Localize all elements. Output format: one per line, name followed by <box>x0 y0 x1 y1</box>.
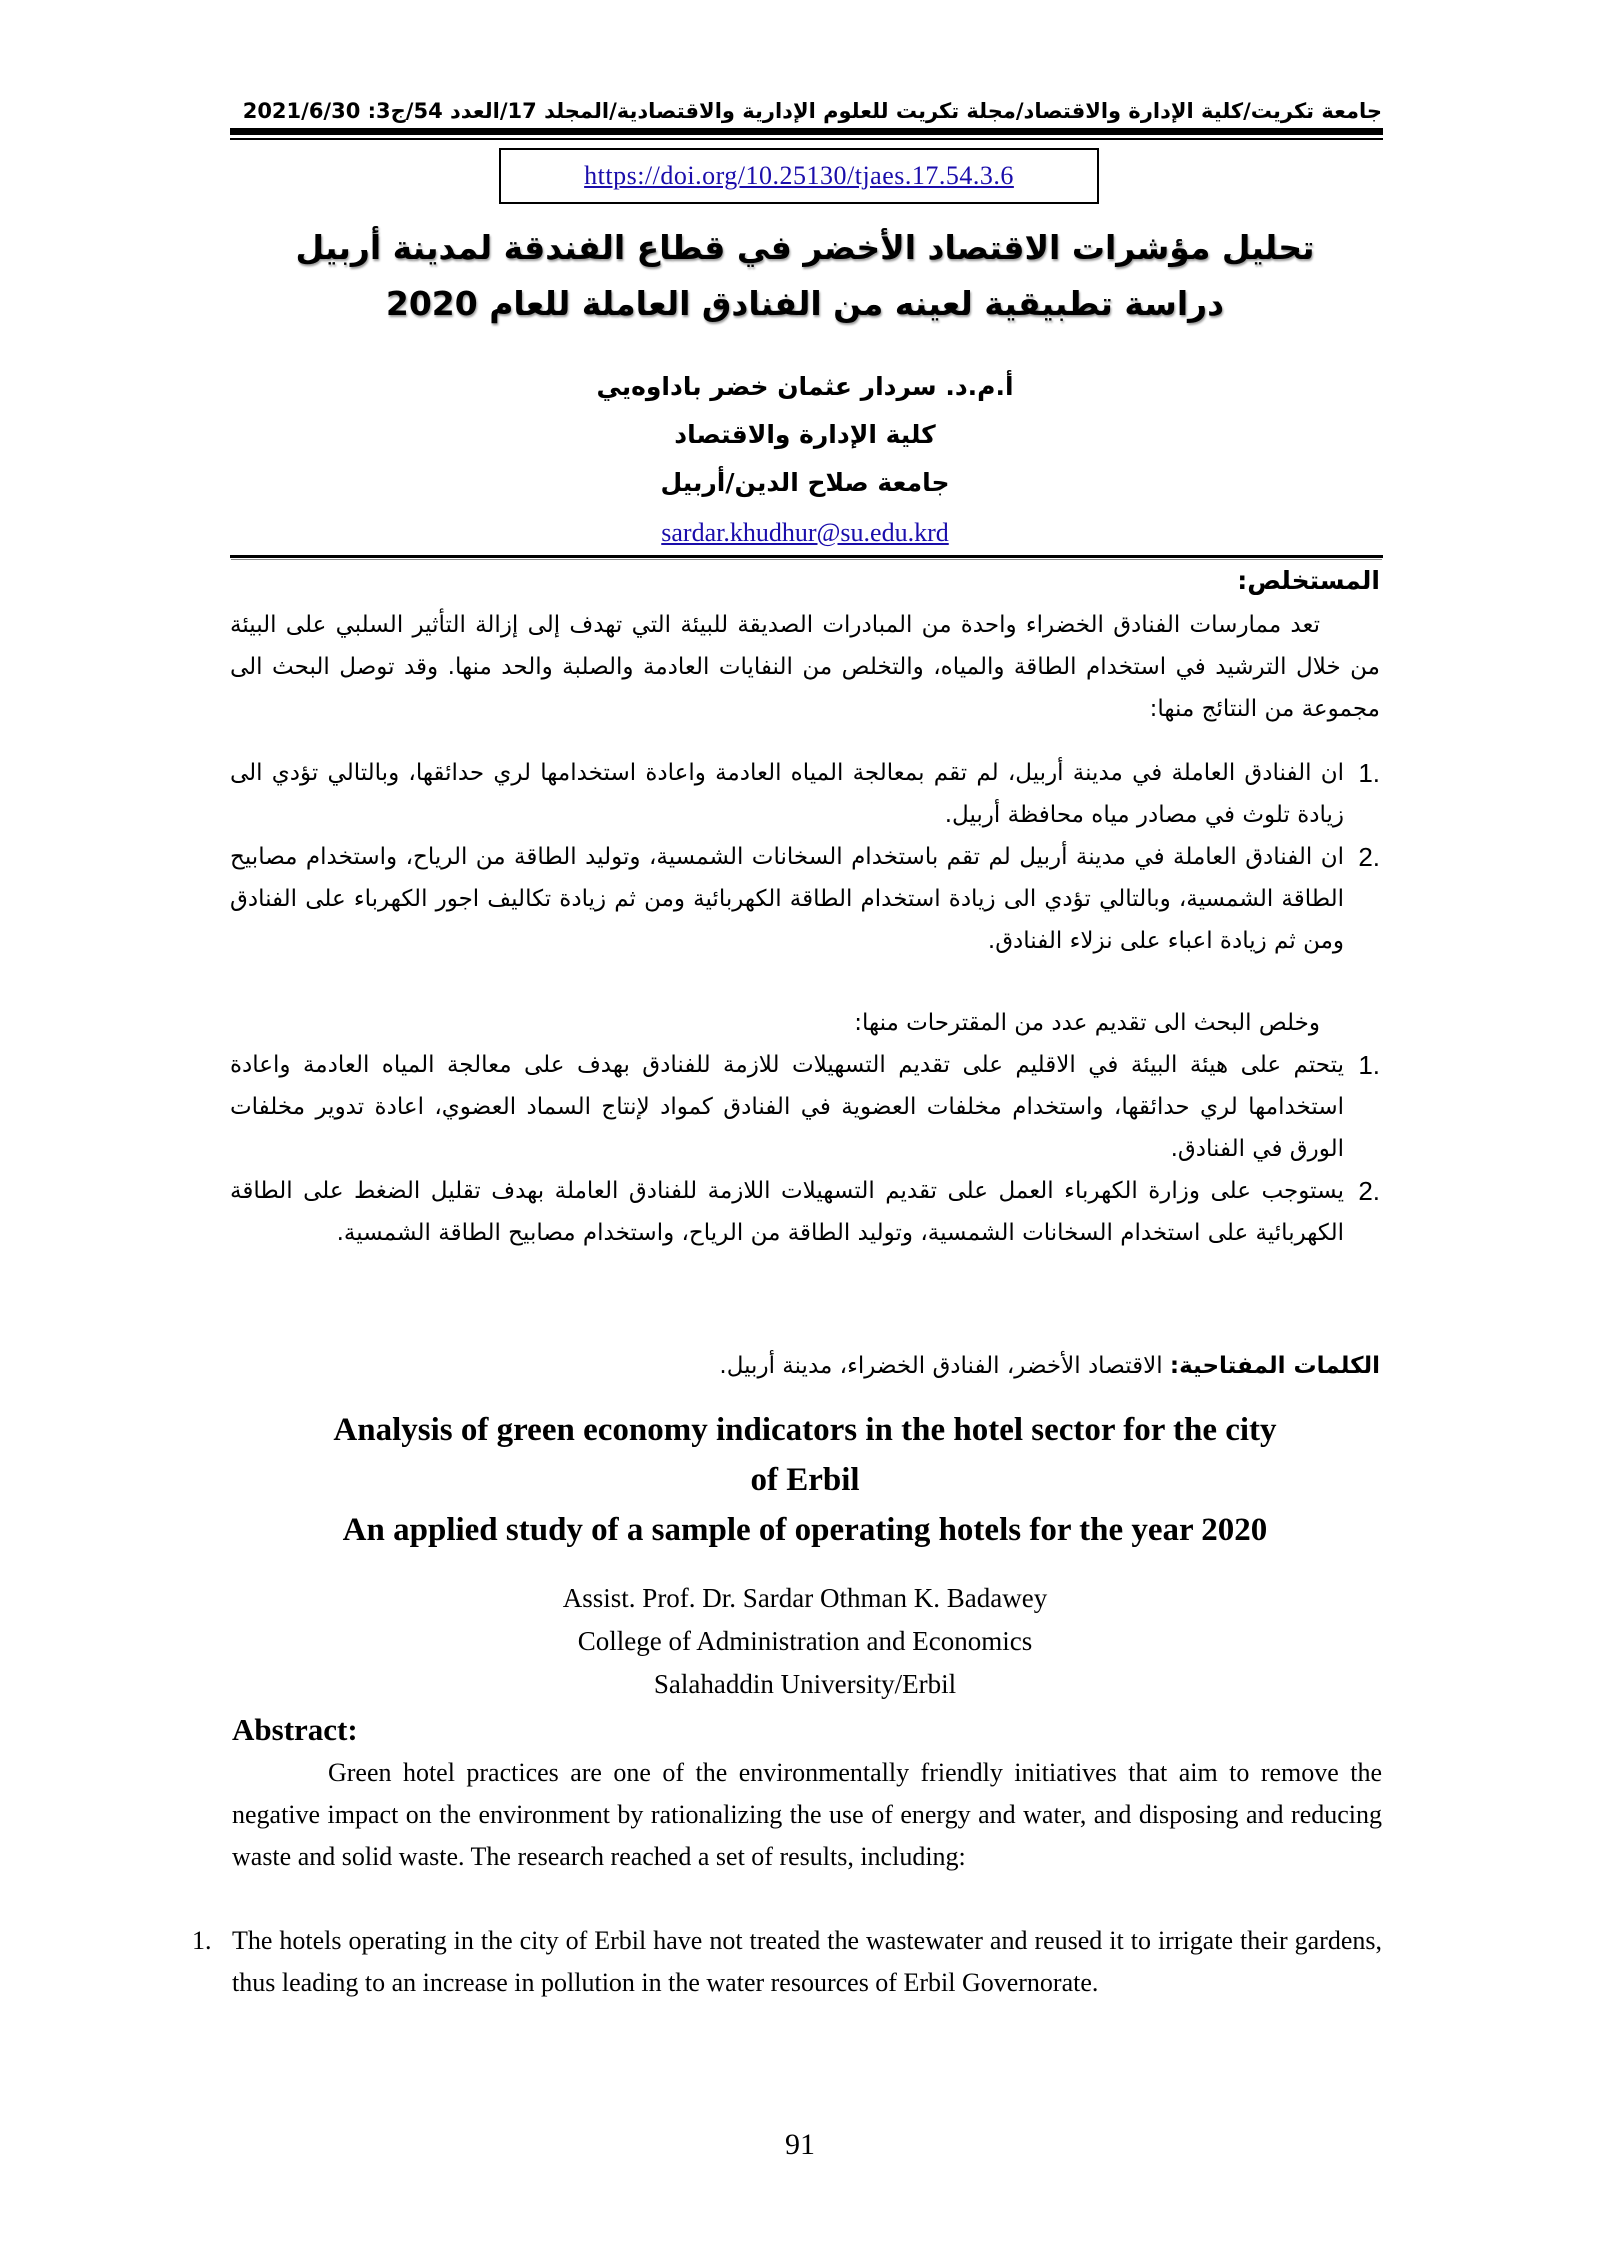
list-item-text: The hotels operating in the city of Erbil have not treated the wastewater and reused it to irrigate their gardens, thus leading to an increase in pollution in the water resources of Erbil Governorate. <box>232 1926 1382 1997</box>
arabic-abstract-intro: تعد ممارسات الفنادق الخضراء واحدة من المبادرات الصديقة للبيئة التي تهدف إلى إزالة التأثير السلبي على البيئة من خلال الترشيد في استخدام الطاقة والمياه، والتخلص من النفايات العادمة والصلبة والحد منها. وقد توصل البحث الى مجموعة من النتائج منها: <box>230 612 1380 722</box>
english-author: Assist. Prof. Dr. Sardar Othman K. Badawey <box>562 1583 1048 1613</box>
list-item-number: 1. <box>1358 758 1380 788</box>
arabic-abstract-heading: المستخلص: <box>1237 566 1380 595</box>
list-item-text: ان الفنادق العاملة في مدينة أربيل، لم تقم بمعالجة المياه العادمة واعادة استخدامها لري حدائقها، وبالتالي تؤدي الى زيادة تلوث في مصادر مياه محافظة أربيل. <box>230 760 1344 828</box>
header-rule-thick <box>230 128 1383 135</box>
english-title-line-1: Analysis of green economy indicators in the hotel sector for the city <box>333 1412 1277 1448</box>
english-title-line-2: of Erbil <box>750 1462 860 1498</box>
keywords-label: الكلمات المفتاحية: <box>1169 1353 1380 1379</box>
english-abstract-intro: Green hotel practices are one of the environmentally friendly initiatives that aim to remove the negative impact on the environment by rationalizing the use of energy and water, and disposing and reducing waste and solid waste. The research reached a set of results, including: <box>232 1758 1382 1871</box>
list-item-text: ان الفنادق العاملة في مدينة أربيل لم تقم باستخدام السخانات الشمسية، وتوليد الطاقة من الرياح، واستخدام مصابيح الطاقة الشمسية، وبالتالي تؤدي الى زيادة استخدام الطاقة الكهربائية ومن ثم زيادة تكاليف اجور الكهرباء على الفنادق ومن ثم زيادة اعباء على نزلاء الفنادق. <box>230 844 1344 954</box>
arabic-keywords <box>230 1345 1380 1387</box>
english-abstract-heading: Abstract: <box>232 1712 358 1747</box>
arabic-title-line-1: تحليل مؤشرات الاقتصاد الأخضر في قطاع الفندقة لمدينة أربيل <box>295 228 1315 267</box>
page-number: 91 <box>785 2128 815 2161</box>
list-item <box>230 1044 1380 1170</box>
running-header: جامعة تكريت/كلية الإدارة والاقتصاد/مجلة تكريت للعلوم الإدارية والاقتصادية/المجلد 17/العدد 54/ج3: 2021/6/30 <box>242 99 1382 123</box>
list-item-number: 1. <box>1358 1050 1380 1080</box>
section-divider <box>230 555 1383 558</box>
list-item <box>230 1170 1380 1254</box>
list-item-text: يستوجب على وزارة الكهرباء العمل على تقديم التسهيلات اللازمة للفنادق العاملة بهدف تقليل الضغط على الطاقة الكهربائية على استخدام السخانات الشمسية، وتوليد الطاقة من الرياح، واستخدام مصابيح الطاقة الشمسية. <box>230 1178 1344 1246</box>
arabic-author: أ.م.د. سردار عثمان خضر باداوەيي <box>596 372 1014 401</box>
arabic-suggestions-list <box>230 1044 1380 1254</box>
arabic-title-line-2: دراسة تطبيقية لعينه من الفنادق العاملة للعام 2020 <box>385 284 1225 323</box>
list-item-text: يتحتم على هيئة البيئة في الاقليم على تقديم التسهيلات للازمة للفنادق بهدف على معالجة المياه العادمة واعادة استخدامها لري حدائقها، واستخدام مخلفات العضوية في الفنادق كمواد لإنتاج السماد العضوي، اعادة تدوير مخلفات الورق في الفنادق. <box>230 1052 1344 1162</box>
author-email-link[interactable]: sardar.khudhur@su.edu.krd <box>661 518 949 547</box>
list-item-number: 2. <box>1358 842 1380 872</box>
header-rule-thin <box>230 138 1383 140</box>
english-results-list <box>192 1920 1382 2004</box>
doi-box <box>499 148 1099 204</box>
list-item <box>230 752 1380 836</box>
list-item-number: 1. <box>192 1926 212 1955</box>
doi-link[interactable]: https://doi.org/10.25130/tjaes.17.54.3.6 <box>584 161 1014 190</box>
english-subtitle: An applied study of a sample of operating hotels for the year 2020 <box>342 1512 1268 1548</box>
list-item <box>192 1920 1382 2004</box>
list-item-number: 2. <box>1358 1176 1380 1206</box>
arabic-results-list <box>230 752 1380 962</box>
english-university: Salahaddin University/Erbil <box>653 1669 957 1699</box>
keywords-text: الاقتصاد الأخضر، الفنادق الخضراء، مدينة أربيل. <box>719 1353 1163 1379</box>
arabic-suggestions-intro: وخلص البحث الى تقديم عدد من المقترحات منها: <box>854 1010 1320 1036</box>
english-college: College of Administration and Economics <box>577 1626 1033 1656</box>
list-item <box>230 836 1380 962</box>
arabic-college: كلية الإدارة والاقتصاد <box>674 420 936 449</box>
arabic-university: جامعة صلاح الدين/أربيل <box>660 468 950 497</box>
